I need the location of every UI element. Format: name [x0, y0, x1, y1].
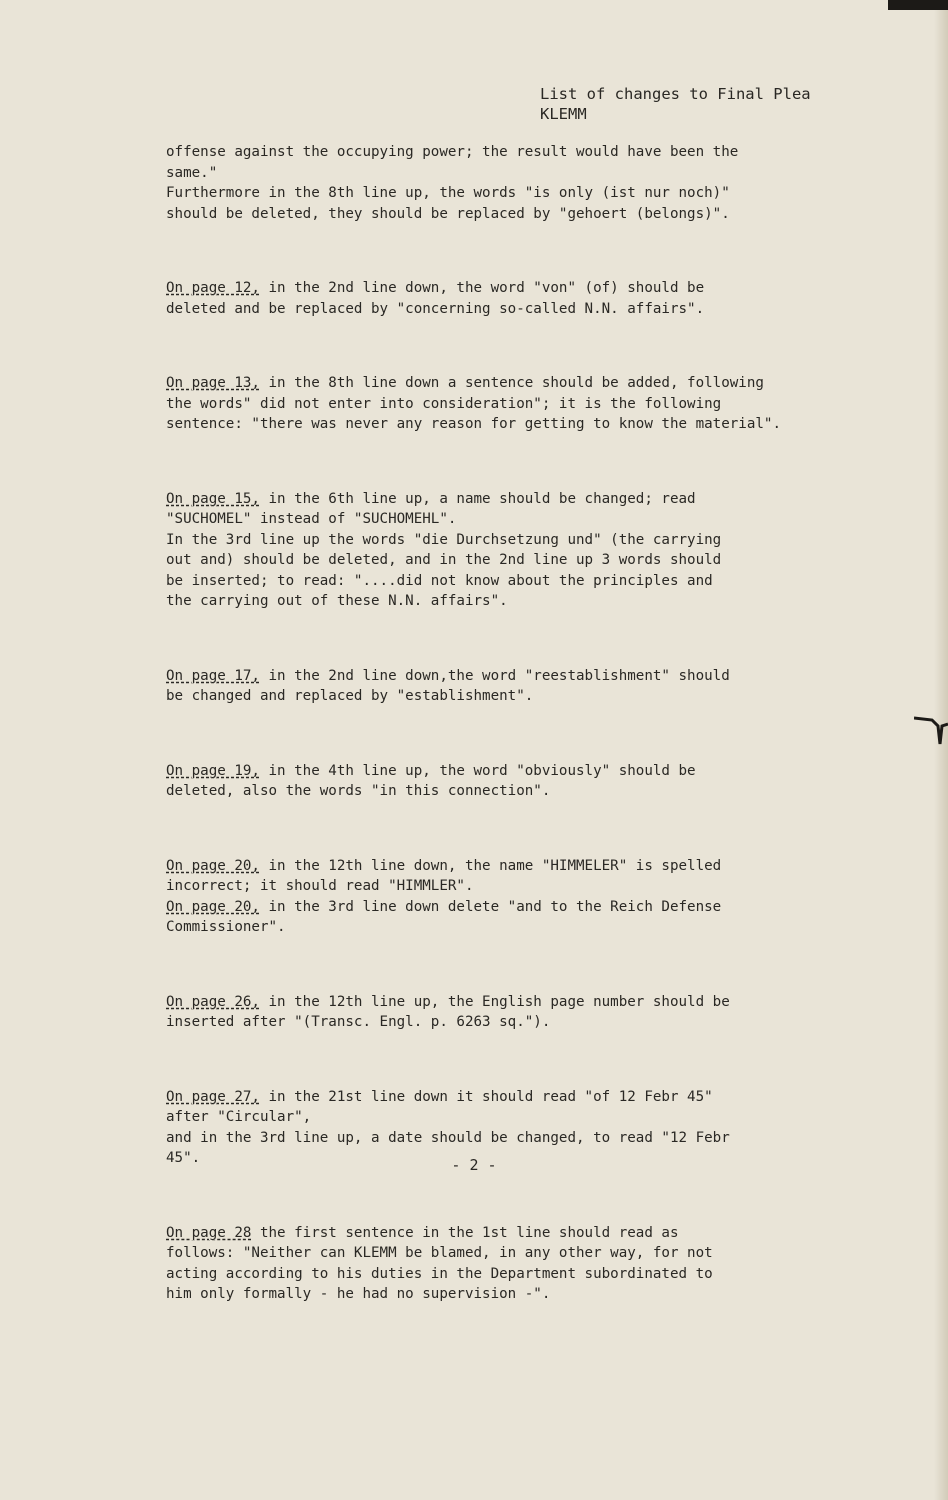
text-line [166, 414, 834, 435]
line-text: in the 8th line down a sentence should be added, following [259, 375, 764, 391]
text-line [166, 761, 834, 782]
text-line [166, 781, 834, 802]
text-line [166, 1107, 834, 1128]
text-line [166, 571, 834, 592]
line-text: be inserted; to read: "....did not know about the principles and [166, 572, 713, 589]
text-line [166, 666, 834, 687]
line-text: should be deleted, they should be replaced by "gehoert (belongs)". [166, 205, 730, 222]
page-reference: On page 28 [166, 1224, 252, 1241]
text-line [166, 1012, 834, 1033]
page-reference: On page 19, [166, 762, 260, 779]
line-text: after "Circular", [166, 1109, 312, 1125]
page-reference: On page 17, [166, 667, 260, 684]
line-text: and in the 3rd line up, a date should be changed, to read "12 Febr [166, 1129, 730, 1146]
change-paragraph [166, 992, 834, 1033]
text-line [166, 163, 834, 184]
line-text: him only formally - he had no supervision -". [166, 1286, 551, 1302]
text-line [166, 686, 834, 707]
page-reference: On page 15, [166, 490, 260, 507]
line-text: the first sentence in the 1st line should read as [251, 1224, 679, 1241]
document-body [166, 142, 834, 1359]
text-line [166, 509, 834, 530]
change-paragraph [166, 1223, 834, 1305]
text-line [166, 1243, 834, 1264]
text-line [166, 591, 834, 612]
document-header [540, 84, 811, 124]
change-paragraph [166, 278, 834, 319]
line-text: be changed and replaced by "establishment". [166, 688, 534, 704]
change-paragraph [166, 489, 834, 612]
page-reference: On page 27, [166, 1088, 260, 1105]
line-text: offense against the occupying power; the result would have been the [166, 144, 739, 160]
line-text: the carrying out of these N.N. affairs". [166, 593, 508, 609]
line-text: same." [166, 164, 218, 181]
line-text: deleted, also the words "in this connection". [166, 783, 551, 799]
line-text: out and) should be deleted, and in the 2nd line up 3 words should [166, 552, 722, 568]
header-subtitle: KLEMM [540, 105, 587, 123]
text-line [166, 299, 834, 320]
line-text: acting according to his duties in the Department subordinated to [166, 1265, 713, 1282]
page-reference: On page 20, [166, 857, 260, 874]
text-line [166, 142, 834, 163]
page-number: - 2 - [451, 1156, 497, 1174]
text-line [166, 1284, 834, 1305]
page-edge-shadow [934, 0, 948, 1500]
line-text: in the 2nd line down, the word "von" (of) should be [259, 280, 705, 296]
text-line [166, 530, 834, 551]
line-text: in the 12th line up, the English page number should be [259, 993, 730, 1010]
text-line [166, 489, 834, 510]
line-text: in the 12th line down, the name "HIMMELER" is spelled [259, 857, 722, 874]
text-line [166, 1264, 834, 1285]
page-reference: On page 13, [166, 375, 260, 391]
line-text: "SUCHOMEL" instead of "SUCHOMEHL". [166, 511, 457, 527]
header-title: List of changes to Final Plea [540, 85, 811, 103]
text-line [166, 183, 834, 204]
change-paragraph [166, 666, 834, 707]
line-text: 45". [166, 1150, 201, 1166]
text-line [166, 1128, 834, 1149]
text-line [166, 917, 834, 938]
binding-hole-mark [914, 710, 948, 746]
text-line [166, 856, 834, 877]
line-text: in the 4th line up, the word "obviously" should be [259, 762, 696, 779]
text-line [166, 373, 834, 394]
line-text: in the 3rd line down delete "and to the Reich Defense [259, 898, 722, 915]
line-text: Furthermore in the 8th line up, the words "is only (ist nur noch)" [166, 185, 730, 201]
line-text: In the 3rd line up the words "die Durchsetzung und" (the carrying [166, 531, 722, 548]
change-paragraph [166, 761, 834, 802]
page-reference: On page 20, [166, 898, 260, 915]
line-text: in the 2nd line down,the word "reestablishment" should [259, 667, 730, 684]
line-text: incorrect; it should read "HIMMLER". [166, 878, 474, 894]
page-reference: On page 12, [166, 280, 260, 296]
text-line [166, 278, 834, 299]
change-paragraph [166, 373, 834, 435]
line-text: deleted and be replaced by "concerning so-called N.N. affairs". [166, 300, 705, 317]
line-text: follows: "Neither can KLEMM be blamed, in any other way, for not [166, 1245, 713, 1261]
corner-tape-mark [888, 0, 948, 10]
text-line [166, 1223, 834, 1244]
line-text: the words" did not enter into consideration"; it is the following [166, 395, 722, 412]
text-line [166, 1087, 834, 1108]
change-paragraph [166, 142, 834, 224]
line-text: in the 6th line up, a name should be changed; read [259, 490, 696, 507]
text-line [166, 992, 834, 1013]
line-text: in the 21st line down it should read "of 12 Febr 45" [259, 1088, 713, 1105]
text-line [166, 204, 834, 225]
text-line [166, 550, 834, 571]
text-line [166, 394, 834, 415]
change-paragraph [166, 856, 834, 938]
page-reference: On page 26, [166, 993, 260, 1010]
line-text: sentence: "there was never any reason for getting to know the material". [166, 416, 781, 432]
text-line [166, 876, 834, 897]
line-text: Commissioner". [166, 919, 286, 935]
line-text: inserted after "(Transc. Engl. p. 6263 sq."). [166, 1014, 551, 1030]
text-line [166, 897, 834, 918]
